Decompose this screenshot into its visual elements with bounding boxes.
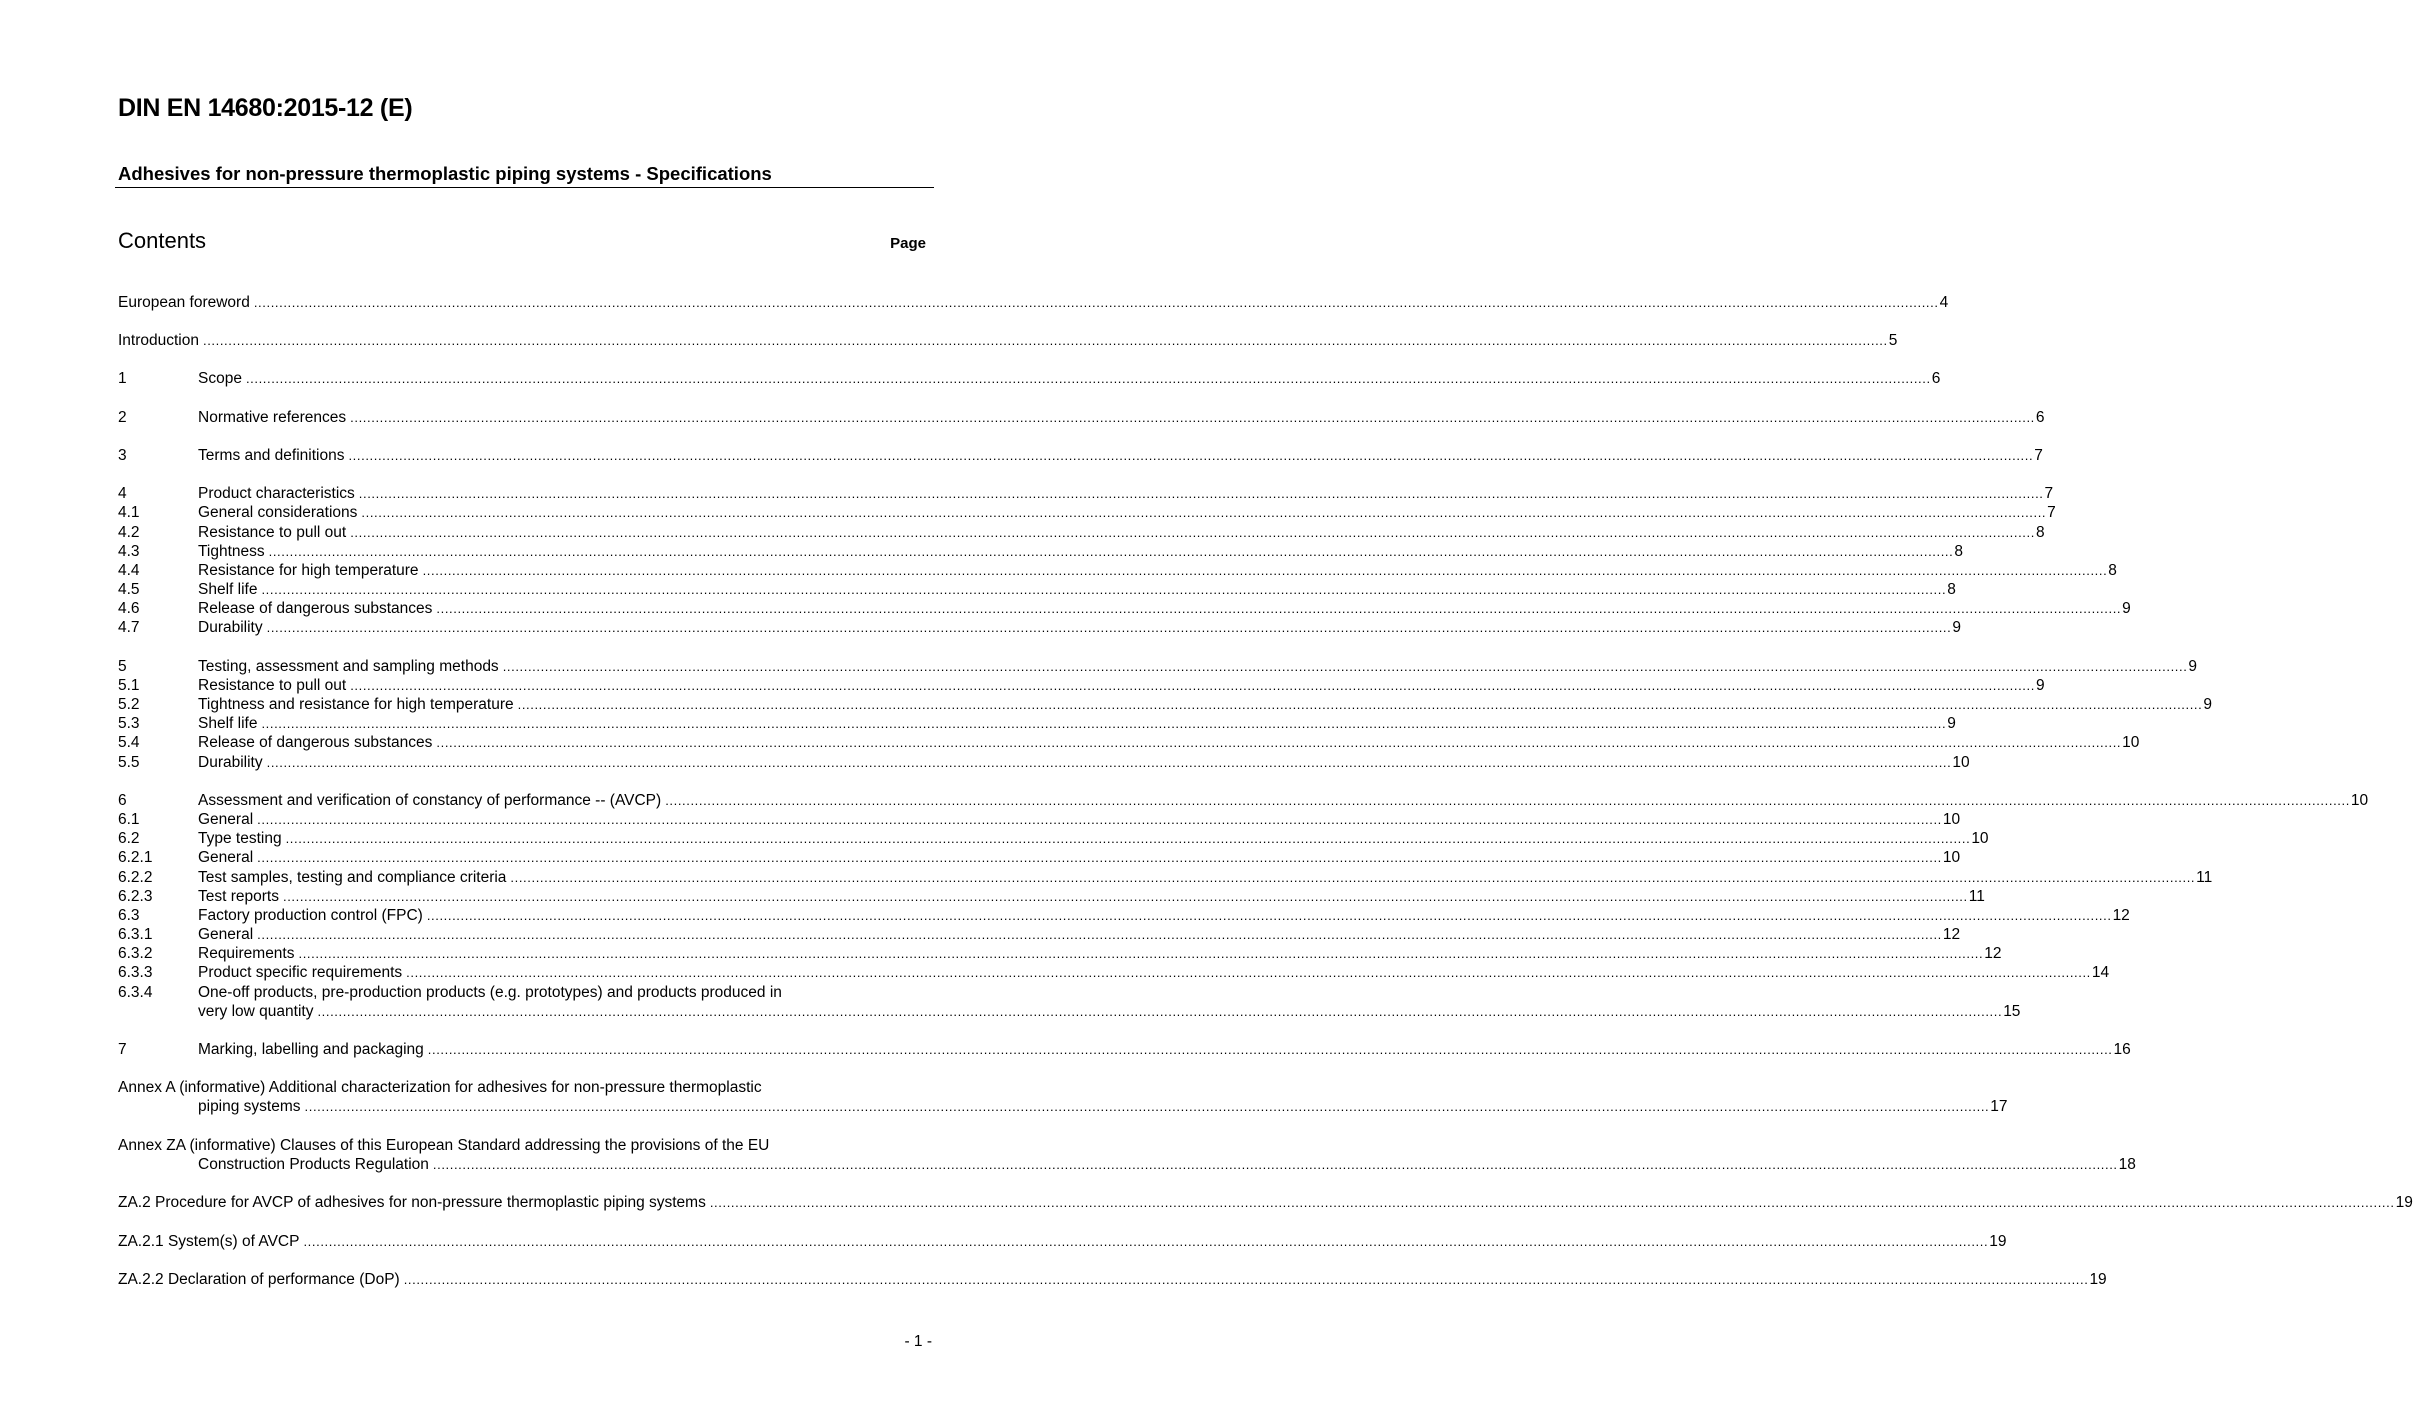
toc-entry-title: General bbox=[198, 849, 254, 866]
toc-page-number: 9 bbox=[2122, 600, 2131, 617]
toc-entry-title: Requirements bbox=[198, 945, 295, 962]
toc-section-number: 6.3.3 bbox=[118, 964, 153, 981]
toc-page-number: 10 bbox=[1952, 754, 1970, 771]
dot-leader: ................................................................................................................................................................................................................................................................................................................................................................................................................ bbox=[422, 563, 2108, 578]
toc-entry-title: Normative references bbox=[198, 409, 347, 426]
toc-entry-title: very low quantity bbox=[198, 1003, 314, 1020]
toc-entry-title: Durability bbox=[198, 619, 263, 636]
toc-page-number: 11 bbox=[1968, 888, 1985, 905]
dot-leader: ................................................................................................................................................................................................................................................................................................................................................................................................................ bbox=[257, 812, 1942, 827]
dot-leader: ................................................................................................................................................................................................................................................................................................................................................................................................................ bbox=[436, 601, 2122, 616]
toc-entry[interactable] bbox=[118, 983, 2021, 1021]
toc-entry[interactable] bbox=[118, 1232, 2007, 1251]
toc-entry-title: Construction Products Regulation bbox=[198, 1156, 429, 1173]
toc-section-number: 6 bbox=[118, 792, 127, 809]
toc-entry-body bbox=[198, 503, 2056, 522]
toc-entry[interactable] bbox=[118, 657, 2198, 676]
toc-entry-body bbox=[198, 1002, 2021, 1021]
toc-entry[interactable] bbox=[118, 733, 2140, 752]
toc-page-number: 9 bbox=[2188, 658, 2198, 675]
toc-entry-body bbox=[198, 676, 2045, 695]
toc-entry[interactable] bbox=[118, 868, 2213, 887]
toc-section-number: 5.1 bbox=[118, 677, 140, 694]
toc-entry[interactable] bbox=[118, 580, 1956, 599]
dot-leader: ................................................................................................................................................................................................................................................................................................................................................................................................................ bbox=[427, 1042, 2113, 1057]
toc-entry-title-line: One-off products, pre-production products (e.g. prototypes) and products produced in bbox=[198, 984, 782, 1001]
toc-entry-title: Factory production control (FPC) bbox=[198, 907, 423, 924]
toc-page-number: 6 bbox=[1931, 370, 1941, 387]
toc-entry[interactable] bbox=[118, 753, 1970, 772]
toc-entry-body bbox=[198, 657, 2198, 676]
toc-page-number: 17 bbox=[1990, 1098, 2008, 1115]
toc-entry-title: Resistance for high temperature bbox=[198, 562, 419, 579]
dot-leader: ................................................................................................................................................................................................................................................................................................................................................................................................................ bbox=[303, 1234, 1989, 1249]
toc-entry-body bbox=[198, 580, 1956, 599]
toc-entry[interactable] bbox=[118, 887, 1985, 906]
toc-entry-title: Product specific requirements bbox=[198, 964, 403, 981]
page-number: - 1 - bbox=[904, 1333, 932, 1350]
toc-entry[interactable] bbox=[118, 561, 2117, 580]
dot-leader: ................................................................................................................................................................................................................................................................................................................................................................................................................ bbox=[350, 678, 2035, 693]
dot-leader: ................................................................................................................................................................................................................................................................................................................................................................................................................ bbox=[266, 620, 1952, 635]
toc-entry-title: Product characteristics bbox=[198, 485, 355, 502]
toc-page-number: 7 bbox=[2047, 504, 2056, 521]
dot-leader: ................................................................................................................................................................................................................................................................................................................................................................................................................ bbox=[282, 889, 1968, 904]
toc-entry-body bbox=[198, 695, 2212, 714]
toc-entry-title: Test reports bbox=[198, 888, 279, 905]
toc-entry[interactable] bbox=[118, 408, 2045, 427]
toc-section-number: 6.3.2 bbox=[118, 945, 153, 962]
toc-entry[interactable] bbox=[118, 1078, 2008, 1116]
dot-leader: ................................................................................................................................................................................................................................................................................................................................................................................................................ bbox=[502, 659, 2188, 674]
toc-entry-title: Tightness and resistance for high temperature bbox=[198, 696, 514, 713]
toc-entry-body bbox=[198, 848, 1961, 867]
toc-entry-title-line: Annex ZA (informative) Clauses of this European Standard addressing the provisions of the EU bbox=[118, 1137, 770, 1154]
toc-entry-body bbox=[198, 1097, 2008, 1116]
dot-leader: ................................................................................................................................................................................................................................................................................................................................................................................................................ bbox=[350, 525, 2035, 540]
toc-entry-body bbox=[198, 523, 2045, 542]
toc-page-number: 8 bbox=[2035, 524, 2045, 541]
toc-section-number: 1 bbox=[118, 370, 127, 387]
dot-leader: ................................................................................................................................................................................................................................................................................................................................................................................................................ bbox=[268, 544, 1954, 559]
toc-entry[interactable] bbox=[118, 1040, 2131, 1059]
toc-entry-body bbox=[118, 1232, 2007, 1251]
toc-entry-title: Marking, labelling and packaging bbox=[198, 1041, 424, 1058]
toc-entry-title: Durability bbox=[198, 754, 263, 771]
dot-leader: ................................................................................................................................................................................................................................................................................................................................................................................................................ bbox=[510, 870, 2196, 885]
toc-section-number: 2 bbox=[118, 409, 127, 426]
dot-leader: ................................................................................................................................................................................................................................................................................................................................................................................................................ bbox=[245, 371, 1931, 386]
toc-section-number: 5 bbox=[118, 658, 127, 675]
toc-entry-body bbox=[198, 944, 2002, 963]
toc-page-number: 18 bbox=[2118, 1156, 2136, 1173]
toc-entry[interactable] bbox=[118, 791, 2369, 810]
toc-entry[interactable] bbox=[118, 906, 2130, 925]
contents-heading: Contents bbox=[118, 228, 207, 253]
toc-entry[interactable] bbox=[118, 369, 1941, 388]
toc-page-number: 7 bbox=[2044, 485, 2054, 502]
toc-entry-title: Resistance to pull out bbox=[198, 677, 347, 694]
toc-page-number: 5 bbox=[1888, 332, 1898, 349]
toc-entry[interactable] bbox=[118, 963, 2110, 982]
toc-page-number: 9 bbox=[2035, 677, 2045, 694]
toc-section-number: 5.2 bbox=[118, 696, 140, 713]
toc-entry[interactable] bbox=[118, 293, 1949, 312]
toc-section-number: 3 bbox=[118, 447, 127, 464]
toc-page-number: 10 bbox=[1971, 830, 1989, 847]
toc-page-number: 4 bbox=[1939, 294, 1949, 311]
toc-entry[interactable] bbox=[118, 925, 1961, 944]
dot-leader: ................................................................................................................................................................................................................................................................................................................................................................................................................ bbox=[253, 295, 1939, 310]
toc-entry[interactable] bbox=[118, 446, 2043, 465]
toc-section-number: 6.2.3 bbox=[118, 888, 153, 905]
dot-leader: ................................................................................................................................................................................................................................................................................................................................................................................................................ bbox=[350, 410, 2035, 425]
toc-page-number: 8 bbox=[2108, 562, 2117, 579]
toc-page-number: 12 bbox=[1942, 926, 1961, 943]
toc-entry-body bbox=[198, 618, 1961, 637]
toc-entry-body bbox=[198, 446, 2043, 465]
toc-page-number: 9 bbox=[1952, 619, 1961, 636]
dot-leader: ................................................................................................................................................................................................................................................................................................................................................................................................................ bbox=[426, 908, 2112, 923]
toc-page-number: 9 bbox=[2203, 696, 2212, 713]
dot-leader: ................................................................................................................................................................................................................................................................................................................................................................................................................ bbox=[665, 793, 2350, 808]
toc-entry-body bbox=[198, 484, 2054, 503]
toc-page-number: 19 bbox=[2395, 1194, 2413, 1211]
toc-entry-title: ZA.2 Procedure for AVCP of adhesives for non-pressure thermoplastic piping systems bbox=[118, 1194, 706, 1211]
toc-entry-title: Resistance to pull out bbox=[198, 524, 347, 541]
toc-entry[interactable] bbox=[118, 848, 1961, 867]
toc-page-number: 10 bbox=[2122, 734, 2140, 751]
toc-page-number: 10 bbox=[1942, 849, 1961, 866]
toc-section-number: 4.4 bbox=[118, 562, 140, 579]
document-title: DIN EN 14680:2015-12 (E) bbox=[118, 94, 413, 122]
dot-leader: ................................................................................................................................................................................................................................................................................................................................................................................................................ bbox=[261, 582, 1947, 597]
toc-entry-title: ZA.2.2 Declaration of performance (DoP) bbox=[118, 1271, 400, 1288]
toc-page-number: 8 bbox=[1954, 543, 1963, 560]
toc-section-number: 4.7 bbox=[118, 619, 140, 636]
toc-entry[interactable] bbox=[118, 695, 2212, 714]
dot-leader: ................................................................................................................................................................................................................................................................................................................................................................................................................ bbox=[406, 965, 2091, 980]
dot-leader: ................................................................................................................................................................................................................................................................................................................................................................................................................ bbox=[298, 946, 1984, 961]
toc-section-number: 6.3 bbox=[118, 907, 140, 924]
toc-entry-body bbox=[198, 868, 2213, 887]
toc-entry-body bbox=[198, 733, 2140, 752]
toc-entry-body bbox=[198, 714, 1956, 733]
toc-entry-body bbox=[198, 408, 2045, 427]
toc-entry[interactable] bbox=[118, 1136, 2136, 1174]
dot-leader: ................................................................................................................................................................................................................................................................................................................................................................................................................ bbox=[361, 505, 2047, 520]
toc-entry-title: ZA.2.1 System(s) of AVCP bbox=[118, 1233, 300, 1250]
toc-entry-body bbox=[198, 963, 2110, 982]
toc-section-number: 4.1 bbox=[118, 504, 140, 521]
toc-entry-title: Shelf life bbox=[198, 581, 258, 598]
toc-entry-body bbox=[198, 791, 2369, 810]
dot-leader: ................................................................................................................................................................................................................................................................................................................................................................................................................ bbox=[203, 333, 1888, 348]
toc-entry-body bbox=[198, 542, 1963, 561]
toc-entry[interactable] bbox=[118, 829, 1989, 848]
dot-leader: ................................................................................................................................................................................................................................................................................................................................................................................................................ bbox=[709, 1195, 2395, 1210]
toc-entry[interactable] bbox=[118, 503, 2056, 522]
toc-entry-body bbox=[118, 1193, 2413, 1212]
toc-entry-body bbox=[198, 561, 2117, 580]
toc-page-number: 8 bbox=[1947, 581, 1956, 598]
toc-entry[interactable] bbox=[118, 484, 2054, 503]
toc-section-number: 5.4 bbox=[118, 734, 140, 751]
toc-entry-body bbox=[118, 1270, 2107, 1289]
toc-entry-body bbox=[198, 906, 2130, 925]
toc-entry-title: Type testing bbox=[198, 830, 282, 847]
toc-page-number: 12 bbox=[2112, 907, 2130, 924]
toc-entry[interactable] bbox=[118, 599, 2131, 618]
toc-entry-title: European foreword bbox=[118, 294, 250, 311]
toc-entry[interactable] bbox=[118, 523, 2045, 542]
dot-leader: ................................................................................................................................................................................................................................................................................................................................................................................................................ bbox=[358, 486, 2044, 501]
toc-page-number: 14 bbox=[2091, 964, 2110, 981]
toc-page-number: 19 bbox=[2089, 1271, 2107, 1288]
toc-entry[interactable] bbox=[118, 1270, 2107, 1289]
dot-leader: ................................................................................................................................................................................................................................................................................................................................................................................................................ bbox=[517, 697, 2203, 712]
toc-entry-title: Scope bbox=[198, 370, 242, 387]
toc-section-number: 6.1 bbox=[118, 811, 140, 828]
toc-entry-body bbox=[198, 829, 1989, 848]
toc-entry[interactable] bbox=[118, 944, 2002, 963]
toc-section-number: 4 bbox=[118, 485, 127, 502]
toc-entry-title: General bbox=[198, 811, 254, 828]
toc-entry-title: Introduction bbox=[118, 332, 199, 349]
toc-entry-body bbox=[198, 810, 1961, 829]
toc-page-number: 12 bbox=[1984, 945, 2002, 962]
toc-section-number: 4.2 bbox=[118, 524, 140, 541]
toc-entry-title: piping systems bbox=[198, 1098, 301, 1115]
dot-leader: ................................................................................................................................................................................................................................................................................................................................................................................................................ bbox=[348, 448, 2034, 463]
dot-leader: ................................................................................................................................................................................................................................................................................................................................................................................................................ bbox=[285, 831, 1971, 846]
toc-entry-body bbox=[198, 599, 2131, 618]
toc-entry[interactable] bbox=[118, 331, 1898, 350]
dot-leader: ................................................................................................................................................................................................................................................................................................................................................................................................................ bbox=[257, 850, 1942, 865]
dot-leader: ................................................................................................................................................................................................................................................................................................................................................................................................................ bbox=[432, 1157, 2118, 1172]
toc-entry-body bbox=[198, 1155, 2136, 1174]
toc-entry[interactable] bbox=[118, 714, 1956, 733]
toc-entry-body bbox=[118, 293, 1949, 312]
dot-leader: ................................................................................................................................................................................................................................................................................................................................................................................................................ bbox=[317, 1004, 2003, 1019]
toc-entry-title: Testing, assessment and sampling methods bbox=[198, 658, 499, 675]
toc-entry-title: General bbox=[198, 926, 254, 943]
toc-entry-body bbox=[198, 369, 1941, 388]
toc-section-number: 6.3.1 bbox=[118, 926, 153, 943]
toc-section-number: 6.2.2 bbox=[118, 869, 153, 886]
toc-entry-title: General considerations bbox=[198, 504, 358, 521]
dot-leader: ................................................................................................................................................................................................................................................................................................................................................................................................................ bbox=[304, 1099, 1990, 1114]
document-subtitle: Adhesives for non-pressure thermoplastic piping systems - Specifications bbox=[118, 163, 772, 184]
toc-entry-title: Shelf life bbox=[198, 715, 258, 732]
toc-page-number: 9 bbox=[1947, 715, 1956, 732]
toc-page-number: 11 bbox=[2196, 869, 2213, 886]
toc-section-number: 5.3 bbox=[118, 715, 140, 732]
toc-entry-body bbox=[198, 1040, 2131, 1059]
toc-section-number: 6.2.1 bbox=[118, 849, 153, 866]
dot-leader: ................................................................................................................................................................................................................................................................................................................................................................................................................ bbox=[261, 716, 1947, 731]
toc-entry[interactable] bbox=[118, 618, 1961, 637]
toc-entry-body bbox=[198, 753, 1970, 772]
toc-section-number: 5.5 bbox=[118, 754, 140, 771]
toc-entry[interactable] bbox=[118, 810, 1961, 829]
toc-section-number: 7 bbox=[118, 1041, 127, 1058]
toc-page-number: 15 bbox=[2003, 1003, 2021, 1020]
toc-page-number: 6 bbox=[2035, 409, 2045, 426]
dot-leader: ................................................................................................................................................................................................................................................................................................................................................................................................................ bbox=[266, 755, 1952, 770]
toc-entry-title: Test samples, testing and compliance criteria bbox=[198, 869, 507, 886]
toc-entry-body bbox=[198, 887, 1985, 906]
toc-entry[interactable] bbox=[118, 676, 2045, 695]
toc-section-number: 6.3.4 bbox=[118, 984, 153, 1001]
dot-leader: ................................................................................................................................................................................................................................................................................................................................................................................................................ bbox=[403, 1272, 2089, 1287]
toc-entry-title: Release of dangerous substances bbox=[198, 600, 433, 617]
dot-leader: ................................................................................................................................................................................................................................................................................................................................................................................................................ bbox=[257, 927, 1942, 942]
toc-entry-body bbox=[118, 331, 1898, 350]
toc-page-number: 7 bbox=[2034, 447, 2043, 464]
toc-entry-title-line: Annex A (informative) Additional characterization for adhesives for non-pressure thermoplastic bbox=[118, 1079, 762, 1096]
toc-entry-title: Assessment and verification of constancy of performance -- (AVCP) bbox=[198, 792, 662, 809]
toc-entry-title: Terms and definitions bbox=[198, 447, 345, 464]
dot-leader: ................................................................................................................................................................................................................................................................................................................................................................................................................ bbox=[436, 735, 2122, 750]
toc-page-number: 10 bbox=[2350, 792, 2369, 809]
toc-entry[interactable] bbox=[118, 1193, 2413, 1212]
page-column-heading: Page bbox=[890, 235, 926, 252]
toc-section-number: 6.2 bbox=[118, 830, 140, 847]
toc-entry-body bbox=[198, 925, 1961, 944]
toc-page-number: 10 bbox=[1942, 811, 1961, 828]
toc-section-number: 4.5 bbox=[118, 581, 140, 598]
toc-entry-title: Tightness bbox=[198, 543, 265, 560]
toc-page-number: 19 bbox=[1989, 1233, 2007, 1250]
toc-entry[interactable] bbox=[118, 542, 1963, 561]
toc-page-number: 16 bbox=[2113, 1041, 2131, 1058]
toc-section-number: 4.3 bbox=[118, 543, 140, 560]
toc-entry-title: Release of dangerous substances bbox=[198, 734, 433, 751]
toc-section-number: 4.6 bbox=[118, 600, 140, 617]
